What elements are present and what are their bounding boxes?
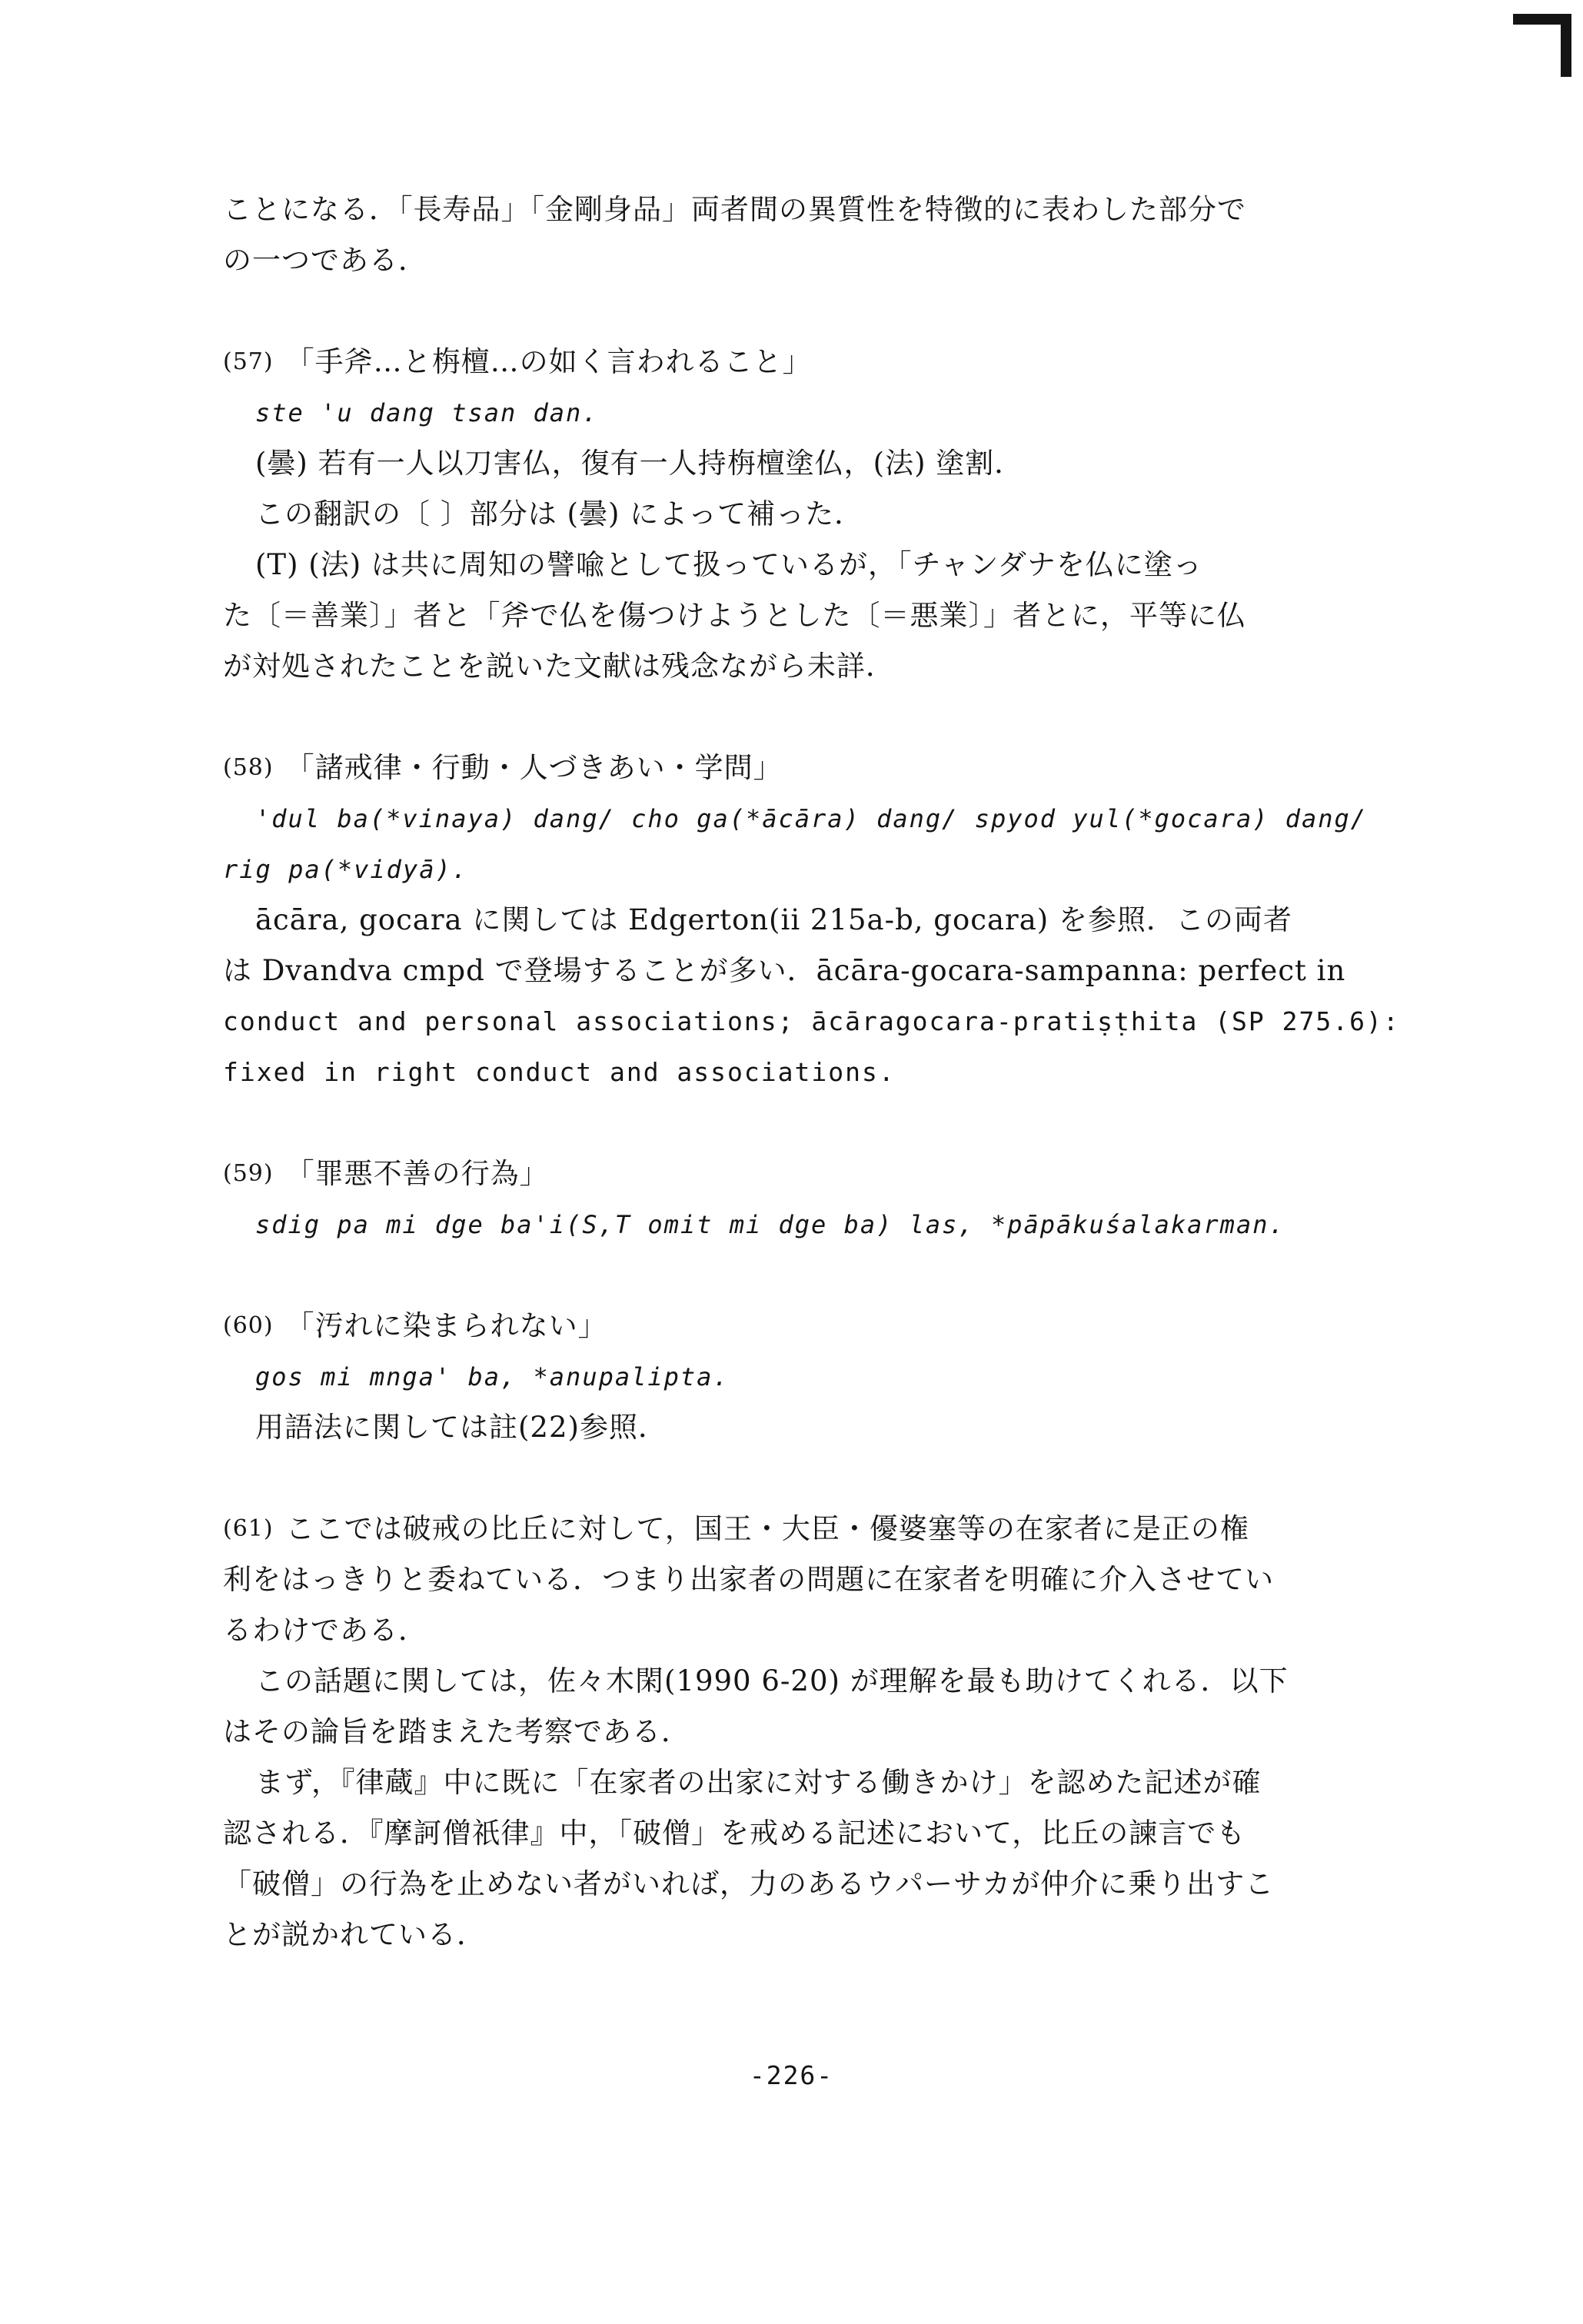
- note-58-header: [223, 743, 1422, 793]
- tibetan-text: rig pa(*vidyā).: [223, 855, 468, 884]
- note-57-header: [223, 337, 1422, 387]
- note-61-line: 「破僧」の行為を止めない者がいれば，力のあるウパーサカが仲介に乗り出すこ: [223, 1867, 1275, 1900]
- note-heading: 「汚れに染まられない」: [285, 1309, 607, 1342]
- note-number: (58): [223, 754, 274, 781]
- note-60-header: [223, 1301, 1422, 1352]
- note-heading: 「手斧…と栴檀…の如く言われること」: [285, 345, 812, 378]
- note-61-line: 利をはっきりと委ねている．つまり出家者の問題に在家者を明確に介入させてい: [223, 1563, 1275, 1596]
- note-60: [223, 1301, 1422, 1453]
- corner-mark-vertical: [1561, 14, 1571, 77]
- commentary-line: ācāra, gocara に関しては Edgerton(ii 215a-b, gocara) を参照．この両者: [255, 903, 1292, 936]
- comment-line: が対処されたことを説いた文献は残念ながら未詳．: [223, 650, 895, 683]
- translation-remark: この翻訳の〔 〕部分は (曇) によって補った．: [255, 497, 864, 530]
- note-61-line: とが説かれている．: [223, 1918, 486, 1951]
- comment-line: た〔＝善業〕」者と「斧で仏を傷つけようとした〔＝悪業〕」者とに，平等に仏: [223, 599, 1246, 632]
- note-61-line: まず，『律蔵』中に既に「在家者の出家に対する働きかけ」を認めた記述が確: [255, 1766, 1262, 1799]
- note-58: [223, 743, 1422, 1098]
- note-heading: 「諸戒律・行動・人づきあい・学問」: [285, 751, 783, 784]
- note-61-line: 認される．『摩訶僧祇律』中，「破僧」を戒める記述において，比丘の諫言でも: [223, 1817, 1246, 1850]
- intro-line-1: ことになる．「長寿品」「金剛身品」両者間の異質性を特徴的に表わした部分で: [223, 193, 1246, 226]
- reference-text: 用語法に関しては註(22)参照．: [255, 1411, 667, 1444]
- page-number: -226-: [749, 2060, 834, 2090]
- note-61-line: はその論旨を踏まえた考察である．: [223, 1715, 690, 1748]
- tibetan-text: sdig pa mi dge ba'i(S,T omit mi dge ba) las, *pāpākuśalakarman.: [255, 1210, 1285, 1239]
- note-heading: 「罪悪不善の行為」: [285, 1157, 549, 1190]
- note-61-line: この話題に関しては，佐々木閑(1990 6-20) が理解を最も助けてくれる．以下: [255, 1664, 1289, 1697]
- note-59: [223, 1149, 1422, 1250]
- tibetan-text: gos mi mnga' ba, *anupalipta.: [255, 1362, 730, 1391]
- page-body: [223, 185, 1422, 1960]
- chinese-text: (曇) 若有一人以刀害仏，復有一人持栴檀塗仏，(法) 塗割．: [255, 447, 1024, 480]
- intro-line-2: の一つである．: [223, 244, 427, 277]
- tibetan-text: ste 'u dang tsan dan.: [255, 398, 599, 427]
- note-61-line: ここでは破戒の比丘に対して，国王・大臣・優婆塞等の在家者に是正の権: [285, 1512, 1249, 1545]
- note-61-header: [223, 1504, 1422, 1554]
- note-57: [223, 337, 1422, 692]
- note-61: [223, 1504, 1422, 1960]
- corner-crop-mark: [1513, 14, 1575, 77]
- note-61-line: るわけである．: [223, 1614, 427, 1647]
- note-59-header: [223, 1149, 1422, 1199]
- commentary-line: は Dvandva cmpd で登場することが多い．ācāra-gocara-sampanna: perfect in: [223, 954, 1346, 987]
- note-number: (57): [223, 348, 274, 375]
- note-number: (61): [223, 1515, 274, 1542]
- note-number: (59): [223, 1160, 274, 1187]
- commentary-line: fixed in right conduct and associations.: [223, 1057, 896, 1087]
- commentary-line: conduct and personal associations; ācāragocara-pratiṣṭhita (SP 275.6):: [223, 1006, 1400, 1036]
- tibetan-text: 'dul ba(*vinaya) dang/ cho ga(*ācāra) dang/ spyod yul(*gocara) dang/: [255, 804, 1368, 833]
- comment-line: (T) (法) は共に周知の譬喩として扱っているが，「チャンダナを仏に塗っ: [255, 548, 1202, 581]
- note-number: (60): [223, 1312, 274, 1339]
